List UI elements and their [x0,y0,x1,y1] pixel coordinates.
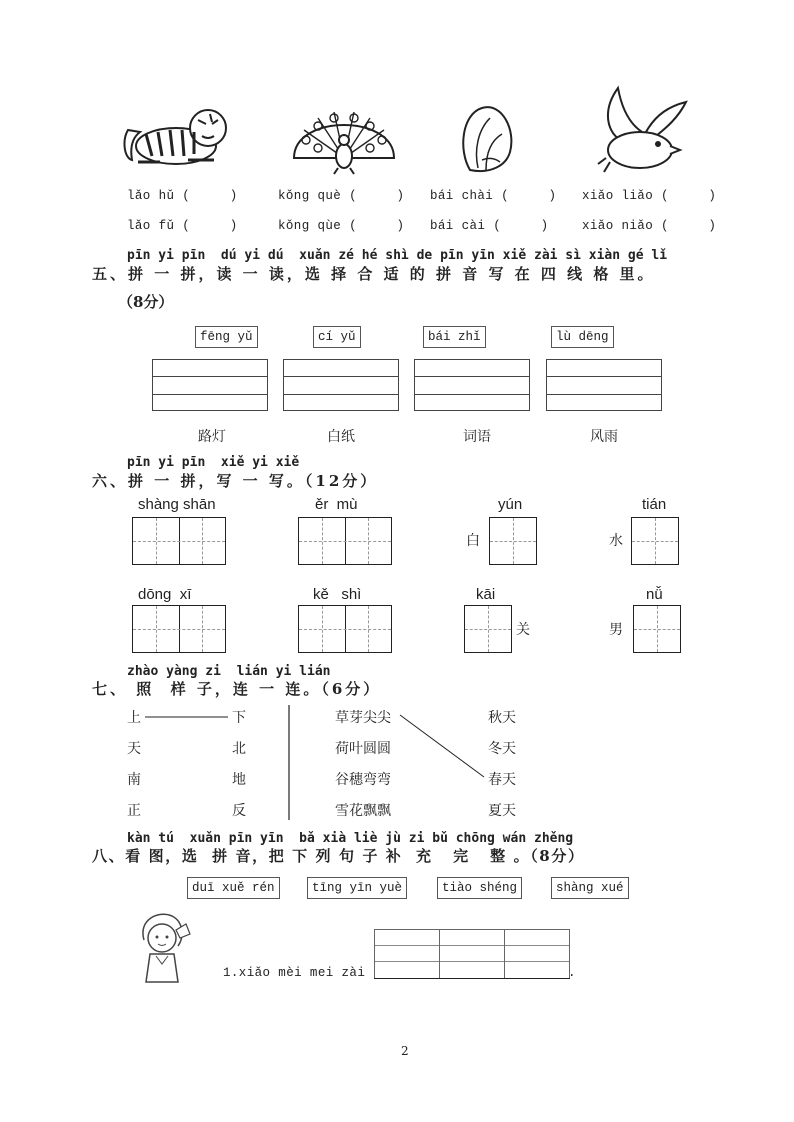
pinyin-hint: shàng shān [138,496,216,513]
word-label: 词语 [463,429,491,445]
match-item[interactable]: 天 [127,741,141,757]
pinyin-hint: ěr mù [315,496,358,513]
match-item[interactable]: 雪花飘飘 [335,803,391,819]
answer-option[interactable]: bái cài ( ) [430,219,549,233]
pinyin-hint: dōng xī [138,586,192,603]
sentence-period: . [568,966,576,980]
girl-icon [136,910,198,986]
pinyin-option: lù dēng [551,326,614,348]
section6-pinyin: pīn yi pīn xiě yi xiě [127,455,300,470]
match-item[interactable]: 下 [232,710,246,726]
answer-option[interactable]: bái chài ( ) [430,189,557,203]
match-item[interactable]: 反 [232,803,246,819]
answer-option[interactable]: kǒng qùe ( ) [278,219,405,233]
match-item[interactable]: 正 [127,803,141,819]
section5-score: （8分） [118,293,174,311]
match-item[interactable]: 荷叶圆圆 [335,741,391,757]
word-label: 风雨 [590,429,618,445]
match-item[interactable]: 地 [232,772,246,788]
answer-option[interactable]: kǒng què ( ) [278,189,405,203]
section7-title: 七、 照 样 子，连 一 连。（6分） [92,680,382,698]
answer-option[interactable]: lǎo fǔ ( ) [127,219,238,233]
answer-grid[interactable] [374,929,570,979]
pinyin-option: tiào shéng [437,877,522,899]
word-label: 路灯 [198,429,226,445]
pinyin-option: shàng xué [551,877,629,899]
match-item[interactable]: 北 [232,741,246,757]
page-number: 2 [401,1044,409,1058]
answer-option[interactable]: xiǎo niǎo ( ) [582,219,717,233]
word-label: 白纸 [327,429,355,445]
given-char: 男 [609,622,623,638]
answer-underline [374,978,570,979]
match-item[interactable]: 草芽尖尖 [335,710,391,726]
match-item[interactable]: 秋天 [488,710,516,726]
section6-title: 六、拼 一 拼，写 一 写。（12分） [92,472,379,490]
pinyin-option: duī xuě rén [187,877,280,899]
pinyin-hint: nǚ [646,586,663,603]
given-char: 水 [609,533,623,549]
section5-title: 五、拼 一 拼，读 一 读，选 择 合 适 的 拼 音 写 在 四 线 格 里。 [92,265,656,283]
pinyin-option: bái zhǐ [423,326,486,348]
pinyin-option: fēng yǔ [195,326,258,348]
section5-pinyin: pīn yi pīn dú yi dú xuǎn zé hé shì de pīn yīn xiě zài sì xiàn gé lǐ [127,248,668,263]
pinyin-hint: tián [642,496,667,513]
match-item[interactable]: 春天 [488,772,516,788]
sentence-text: 1.xiǎo mèi mei zài [223,966,366,980]
section8-pinyin: kàn tú xuǎn pīn yīn bǎ xià liè jù zi bǔ chōng wán zhěng [127,831,574,846]
match-item[interactable]: 夏天 [488,803,516,819]
answer-option[interactable]: lǎo hǔ ( ) [127,189,238,203]
given-char: 白 [466,533,480,549]
example-line [400,715,484,777]
match-item[interactable]: 冬天 [488,741,516,757]
section7-pinyin: zhào yàng zi lián yi lián [127,664,331,679]
given-char: 关 [516,622,530,638]
match-item[interactable]: 谷穗弯弯 [335,772,391,788]
match-item[interactable]: 上 [127,710,141,726]
pinyin-hint: kāi [476,586,496,603]
match-item[interactable]: 南 [127,772,141,788]
pinyin-hint: kě shì [313,586,362,603]
section8-title: 八、看 图，选 拼 音，把 下 列 句 子 补 充 完 整 。（8分） [92,847,585,865]
pinyin-option: tīng yīn yuè [307,877,407,899]
pinyin-hint: yún [498,496,523,513]
pinyin-option: cí yǔ [313,326,361,348]
answer-option[interactable]: xiǎo liǎo ( ) [582,189,717,203]
